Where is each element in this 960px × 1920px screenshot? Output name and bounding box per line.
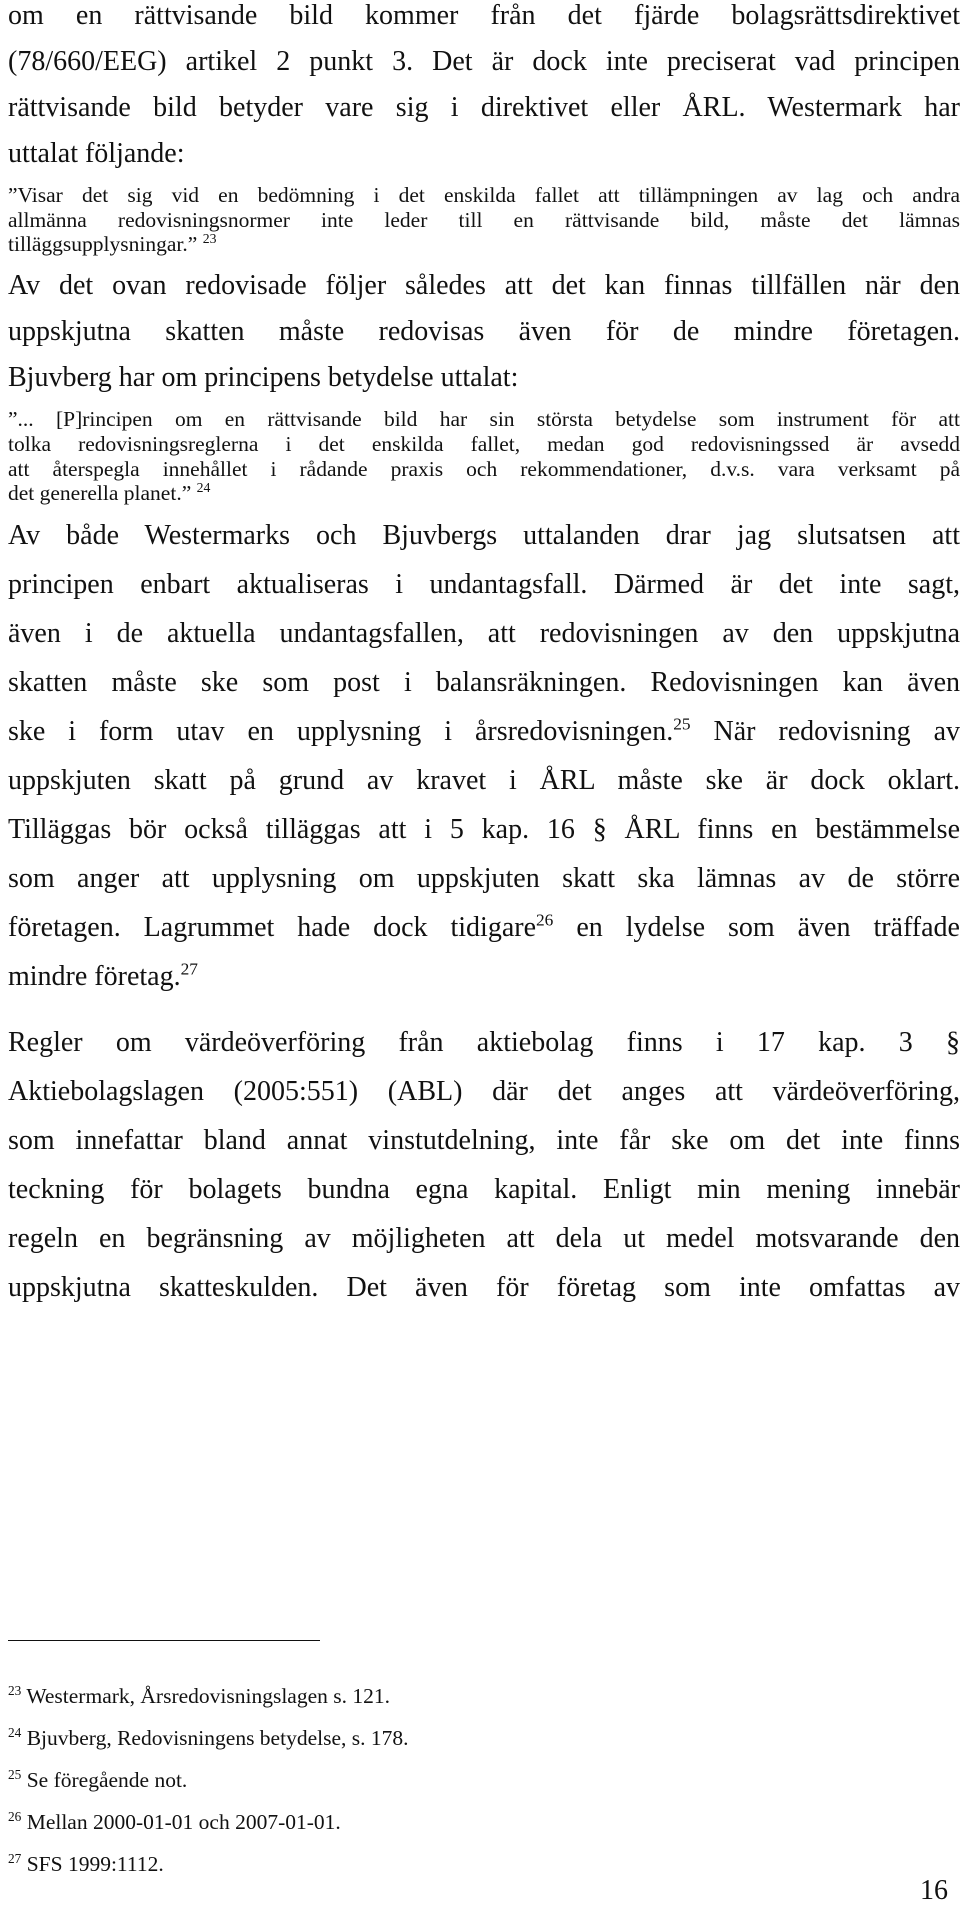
footnote-ref: 23 (202, 230, 217, 246)
footnote-number: 26 (8, 1808, 22, 1824)
body-line: Regler om värdeöverföring från aktiebolag finns i 17 kap. 3 § (8, 1027, 960, 1058)
quote-text: det generella planet.” (8, 481, 192, 505)
quote-line: att återspegla innehållet i rådande praxis och rekommendationer, d.v.s. vara verksamt på (8, 457, 960, 481)
body-line: Aktiebolagslagen (2005:551) (ABL) där det anges att värdeöverföring, (8, 1076, 960, 1107)
quote-line (8, 479, 960, 505)
body-line: Av det ovan redovisade följer således att det kan finnas tillfällen när den (8, 270, 960, 301)
quote-line: ”... [P]rincipen om en rättvisande bild har sin största betydelse som instrument för att (8, 407, 960, 431)
body-line: (78/660/EEG) artikel 2 punkt 3. Det är dock inte preciserat vad principen (8, 46, 960, 77)
body-line: regeln en begränsning av möjligheten att dela ut medel motsvarande den (8, 1223, 960, 1254)
footnote (8, 1682, 960, 1708)
body-line: även i de aktuella undantagsfallen, att redovisningen av den uppskjutna (8, 618, 960, 649)
footnote-number: 23 (8, 1682, 22, 1698)
footnote-text: Bjuvberg, Redovisningens betydelse, s. 178. (21, 1726, 409, 1750)
footnote-ref: 24 (196, 479, 211, 495)
body-line: som innefattar bland annat vinstutdelning, inte får ske om det inte finns (8, 1125, 960, 1156)
body-text: en lydelse som även träffade (553, 912, 960, 943)
body-line (8, 714, 960, 747)
footnote (8, 1724, 960, 1750)
footnote-text: Mellan 2000-01-01 och 2007-01-01. (21, 1810, 341, 1834)
footnote-ref: 25 (673, 714, 691, 734)
body-line: om en rättvisande bild kommer från det fjärde bolagsrättsdirektivet (8, 0, 960, 31)
body-line: teckning för bolagets bundna egna kapital. Enligt min mening innebär (8, 1174, 960, 1205)
body-line: principen enbart aktualiseras i undantagsfall. Därmed är det inte sagt, (8, 569, 960, 600)
body-text: företagen. Lagrummet hade dock tidigare (8, 912, 536, 943)
body-line: som anger att upplysning om uppskjuten skatt ska lämnas av de större (8, 863, 960, 894)
footnote-text: Se föregående not. (21, 1768, 188, 1792)
footnote-number: 27 (8, 1850, 22, 1866)
body-line: Av både Westermarks och Bjuvbergs uttalanden drar jag slutsatsen att (8, 520, 960, 551)
footnote-separator (8, 1640, 320, 1641)
footnote-text: Westermark, Årsredovisningslagen s. 121. (21, 1684, 391, 1708)
body-line: uppskjuten skatt på grund av kravet i ÅRL måste ske är dock oklart. (8, 765, 960, 796)
body-line: Bjuvberg har om principens betydelse uttalat: (8, 362, 519, 393)
quote-text: tilläggsupplysningar.” (8, 232, 198, 256)
body-line (8, 959, 960, 992)
body-line: uppskjutna skatteskulden. Det även för företag som inte omfattas av (8, 1272, 960, 1303)
footnote (8, 1766, 960, 1792)
body-line: Tilläggas bör också tilläggas att i 5 kap. 16 § ÅRL finns en bestämmelse (8, 814, 960, 845)
body-text: mindre företag. (8, 961, 181, 992)
body-text: När redovisning av (690, 716, 960, 747)
quote-line: ”Visar det sig vid en bedömning i det enskilda fallet att tillämpningen av lag och andra (8, 183, 960, 207)
footnote-number: 25 (8, 1766, 22, 1782)
page-number: 16 (920, 1875, 948, 1906)
body-line: rättvisande bild betyder vare sig i direktivet eller ÅRL. Westermark har (8, 92, 960, 123)
body-line: skatten måste ske som post i balansräkningen. Redovisningen kan även (8, 667, 960, 698)
body-line: uttalat följande: (8, 138, 185, 169)
body-line: uppskjutna skatten måste redovisas även för de mindre företagen. (8, 316, 960, 347)
quote-line: allmänna redovisningsnormer inte leder till en rättvisande bild, måste det lämnas (8, 208, 960, 232)
footnote-ref: 27 (180, 959, 198, 979)
footnote (8, 1808, 960, 1834)
body-line (8, 910, 960, 943)
footnote-number: 24 (8, 1724, 22, 1740)
quote-line: tolka redovisningsreglerna i det enskilda fallet, medan god redovisningssed är avsedd (8, 432, 960, 456)
footnote-text: SFS 1999:1112. (21, 1852, 164, 1876)
quote-line (8, 230, 960, 256)
body-text: ske i form utav en upplysning i årsredovisningen. (8, 716, 674, 747)
footnote-ref: 26 (536, 910, 554, 930)
footnote (8, 1850, 960, 1876)
